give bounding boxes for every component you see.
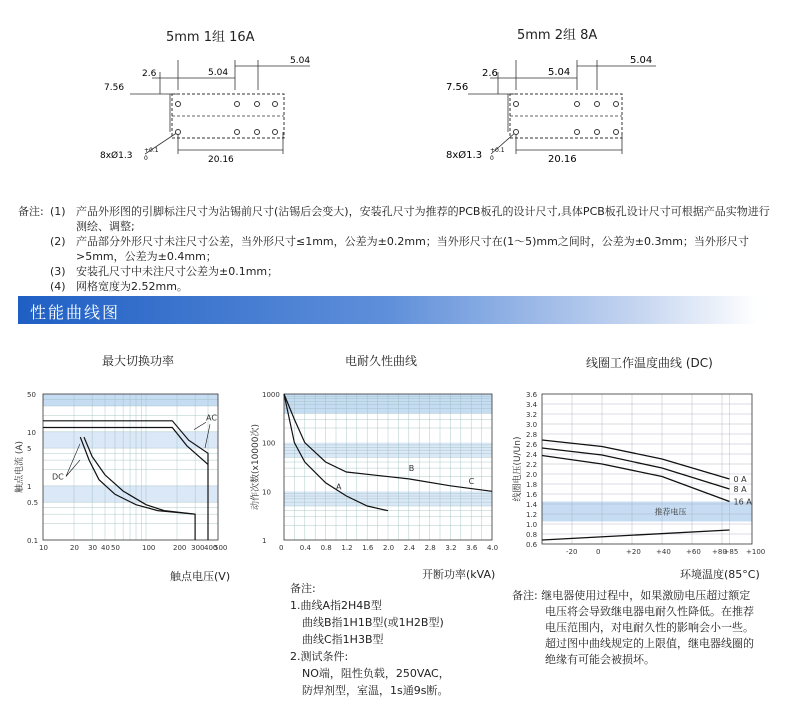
chart3-title: 线圈工作温度曲线 (DC) (586, 356, 713, 370)
notes-block (18, 204, 778, 294)
dim-holes: 8xØ1.3 (446, 150, 483, 161)
coil-note-line: 超过图中曲线规定的上限值，继电器线圈的 (545, 637, 754, 650)
note-item (18, 234, 778, 264)
y-tick-label: 5 (27, 445, 32, 454)
annotation-dc: DC (52, 472, 64, 482)
y-tick-label: 1 (27, 482, 32, 491)
dim-756: 7.56 (446, 82, 469, 93)
x-tick-label: +40 (656, 548, 671, 556)
x-tick-label: 3.6 (466, 544, 478, 552)
x-tick-label: +100 (746, 548, 766, 556)
x-tick-label: 0.8 (320, 544, 332, 552)
note-text: 产品部分外形尺寸未注尺寸公差，当外形尺寸≤1mm，公差为±0.2mm；当外形尺寸在(1～5)mm之间时，公差为±0.3mm；当外形尺寸>5mm，公差为±0.4mm； (76, 235, 749, 263)
recommended-voltage-band (542, 502, 752, 522)
annotation-leader (66, 460, 80, 476)
note-text: 安装孔尺寸中未注尺寸公差为±0.1mm； (76, 265, 279, 278)
x-tick-label: 1.6 (362, 544, 374, 552)
x-tick-label: 100 (142, 544, 156, 552)
dim-holes: 8xØ1.3 (100, 151, 133, 161)
note-number: (3) (50, 265, 66, 278)
chart-band (43, 486, 218, 502)
series-line-dc (80, 437, 195, 514)
left-dimension-drawing (100, 50, 320, 170)
x-tick-label: +60 (686, 548, 701, 556)
coil-note-text: 继电器使用过程中，如果激励电压超过额定 (541, 589, 751, 602)
x-tick-label: 200 (173, 544, 187, 552)
x-tick-label: 40 (101, 544, 110, 552)
dim-504-top: 5.04 (290, 56, 311, 66)
test-note-line: 曲线B指1H1B型(或1H2B型) (302, 616, 444, 629)
coil-note-line (512, 588, 782, 604)
dim-2016: 20.16 (208, 155, 234, 165)
y-tick-label: 2.4 (526, 451, 538, 459)
plot-frame (43, 394, 218, 540)
y-tick-label: 0.8 (526, 531, 538, 539)
left-drawing-title: 5mm 1组 16A (166, 30, 255, 45)
x-tick-label: 0.4 (299, 544, 311, 552)
dim-holes-sup: +0.1 (144, 147, 159, 154)
test-note-line: 1.曲线A指2H4B型 (290, 599, 382, 612)
y-tick-label: 0.1 (27, 537, 39, 545)
test-notes (290, 580, 450, 699)
note-number: (1) (50, 205, 66, 218)
x-tick-label: 0 (279, 544, 284, 552)
y-tick-label: 1000 (262, 391, 280, 399)
note-text: 网格宽度为2.52mm。 (76, 280, 188, 293)
test-note-line: 2.测试条件: (290, 650, 349, 663)
x-tick-label: 2.0 (383, 544, 395, 552)
annotation-ac: AC (206, 413, 217, 423)
chart1-title: 最大切换功率 (102, 354, 175, 368)
y-tick-label: 2.6 (526, 441, 538, 449)
coil-note-line: 电压将会导致继电器电耐久性降低。在推荐 (545, 605, 754, 618)
chart-band (43, 394, 218, 406)
chart1-xlabel: 触点电压(V) (170, 570, 231, 583)
y-tick-label: 10 (262, 488, 271, 497)
x-tick-label: 50 (110, 544, 120, 552)
x-tick-label: 4.0 (487, 544, 499, 552)
note-item (18, 279, 778, 294)
dim-holes-sub: 0 (144, 155, 148, 162)
dim-504-top: 5.04 (630, 55, 653, 66)
dim-504: 5.04 (548, 67, 571, 78)
series-label: 0 A (733, 475, 747, 484)
series-label: 16 A (733, 497, 752, 507)
y-tick-label: 3.0 (526, 421, 538, 429)
y-tick-label: 1.8 (526, 481, 538, 489)
y-tick-label: 2.0 (526, 471, 538, 479)
section-header (18, 296, 758, 324)
chart2-title: 电耐久性曲线 (345, 354, 418, 368)
x-tick-label: 20 (70, 544, 79, 552)
note-item (18, 204, 778, 234)
y-tick-label: 50 (27, 391, 36, 399)
chart-max-switching-power (10, 382, 240, 582)
x-tick-label: 300 (191, 544, 205, 552)
x-tick-label: 3.2 (445, 544, 457, 552)
x-tick-label: 10 (39, 544, 48, 552)
dim-504: 5.04 (208, 68, 229, 78)
test-notes-title: 备注: (290, 582, 316, 595)
y-tick-label: 3.6 (526, 391, 538, 399)
y-tick-label: 3.4 (526, 401, 538, 409)
x-tick-label: 2.4 (403, 544, 415, 552)
coil-note-line: 绝缘有可能会被损坏。 (545, 653, 655, 666)
test-note-line: NO端，阻性负载，250VAC， (302, 667, 450, 680)
dim-holes-sub: 0 (490, 155, 494, 162)
coil-voltage-note (512, 588, 782, 668)
y-axis-label: 触点电流 (A) (15, 440, 25, 494)
y-tick-label: 10 (27, 428, 36, 437)
note-number: (2) (50, 235, 66, 248)
test-note-line: 曲线C指1H3B型 (302, 633, 384, 646)
y-tick-label: 2.2 (526, 461, 538, 469)
x-tick-label: +85 (723, 548, 739, 556)
dim-26: 2.6 (482, 68, 498, 79)
y-axis-label: 动作次数(x10000次) (251, 424, 261, 510)
x-tick-label: +80 (712, 548, 727, 556)
x-tick-label: -20 (566, 548, 578, 556)
note-number: (4) (50, 280, 66, 293)
y-tick-label: 3.2 (526, 411, 538, 419)
x-tick-label: 0 (596, 548, 601, 556)
y-tick-label: 100 (262, 439, 276, 448)
y-axis-label: 线圈电压(U/Un) (513, 436, 523, 502)
coil-note-label: 备注: (512, 589, 538, 602)
series-line (542, 530, 730, 540)
x-tick-label: 30 (88, 544, 98, 552)
x-tick-label: 2.8 (424, 544, 436, 552)
annotation-a: A (336, 482, 342, 492)
chart3-xlabel: 环境温度(85°C) (680, 568, 760, 581)
chart-electrical-endurance (246, 382, 506, 582)
annotation-leader (194, 422, 206, 429)
series-label: 8 A (733, 485, 747, 494)
dim-2016: 20.16 (548, 154, 577, 165)
right-drawing-title: 5mm 2组 8A (517, 28, 598, 43)
y-tick-label: 1.4 (526, 501, 538, 509)
note-item (18, 264, 778, 279)
y-tick-label: 2.8 (526, 431, 538, 439)
test-note-line: 防焊剂型，室温，1s通9s断。 (302, 684, 449, 697)
y-tick-label: 1 (262, 537, 267, 545)
y-tick-label: 0.6 (526, 541, 538, 549)
chart2-xlabel: 开断功率(kVA) (422, 568, 496, 581)
right-dimension-drawing (446, 50, 666, 170)
x-tick-label: 400 (204, 544, 218, 552)
annotation-c: C (468, 477, 475, 487)
y-tick-label: 1.0 (526, 521, 538, 529)
x-tick-label: 500 (214, 544, 228, 552)
y-tick-label: 1.6 (526, 491, 538, 499)
section-title: 性能曲线图 (30, 303, 121, 322)
y-tick-label: 1.2 (526, 511, 538, 519)
chart-coil-temperature (508, 382, 778, 582)
coil-note-line: 电压范围内，对电耐久性的影响会小一些。 (545, 621, 754, 634)
chart-band (43, 432, 218, 448)
dim-26: 2.6 (142, 69, 157, 79)
note-text: 产品外形图的引脚标注尺寸为沾锡前尺寸(沾锡后会变大)，安装孔尺寸为推荐的PCB板孔的设计尺寸,具体PCB板孔设计尺寸可根据产品实物进行测绘、调整; (76, 205, 770, 233)
notes-label: 备注: (18, 205, 44, 218)
band-label: 推荐电压 (654, 507, 687, 517)
x-tick-label: 1.2 (341, 544, 353, 552)
dim-holes-sup: +0.1 (490, 147, 505, 154)
x-tick-label: +20 (626, 548, 641, 556)
annotation-b: B (408, 464, 415, 474)
y-tick-label: 0.5 (27, 499, 39, 508)
dim-756: 7.56 (104, 83, 125, 93)
